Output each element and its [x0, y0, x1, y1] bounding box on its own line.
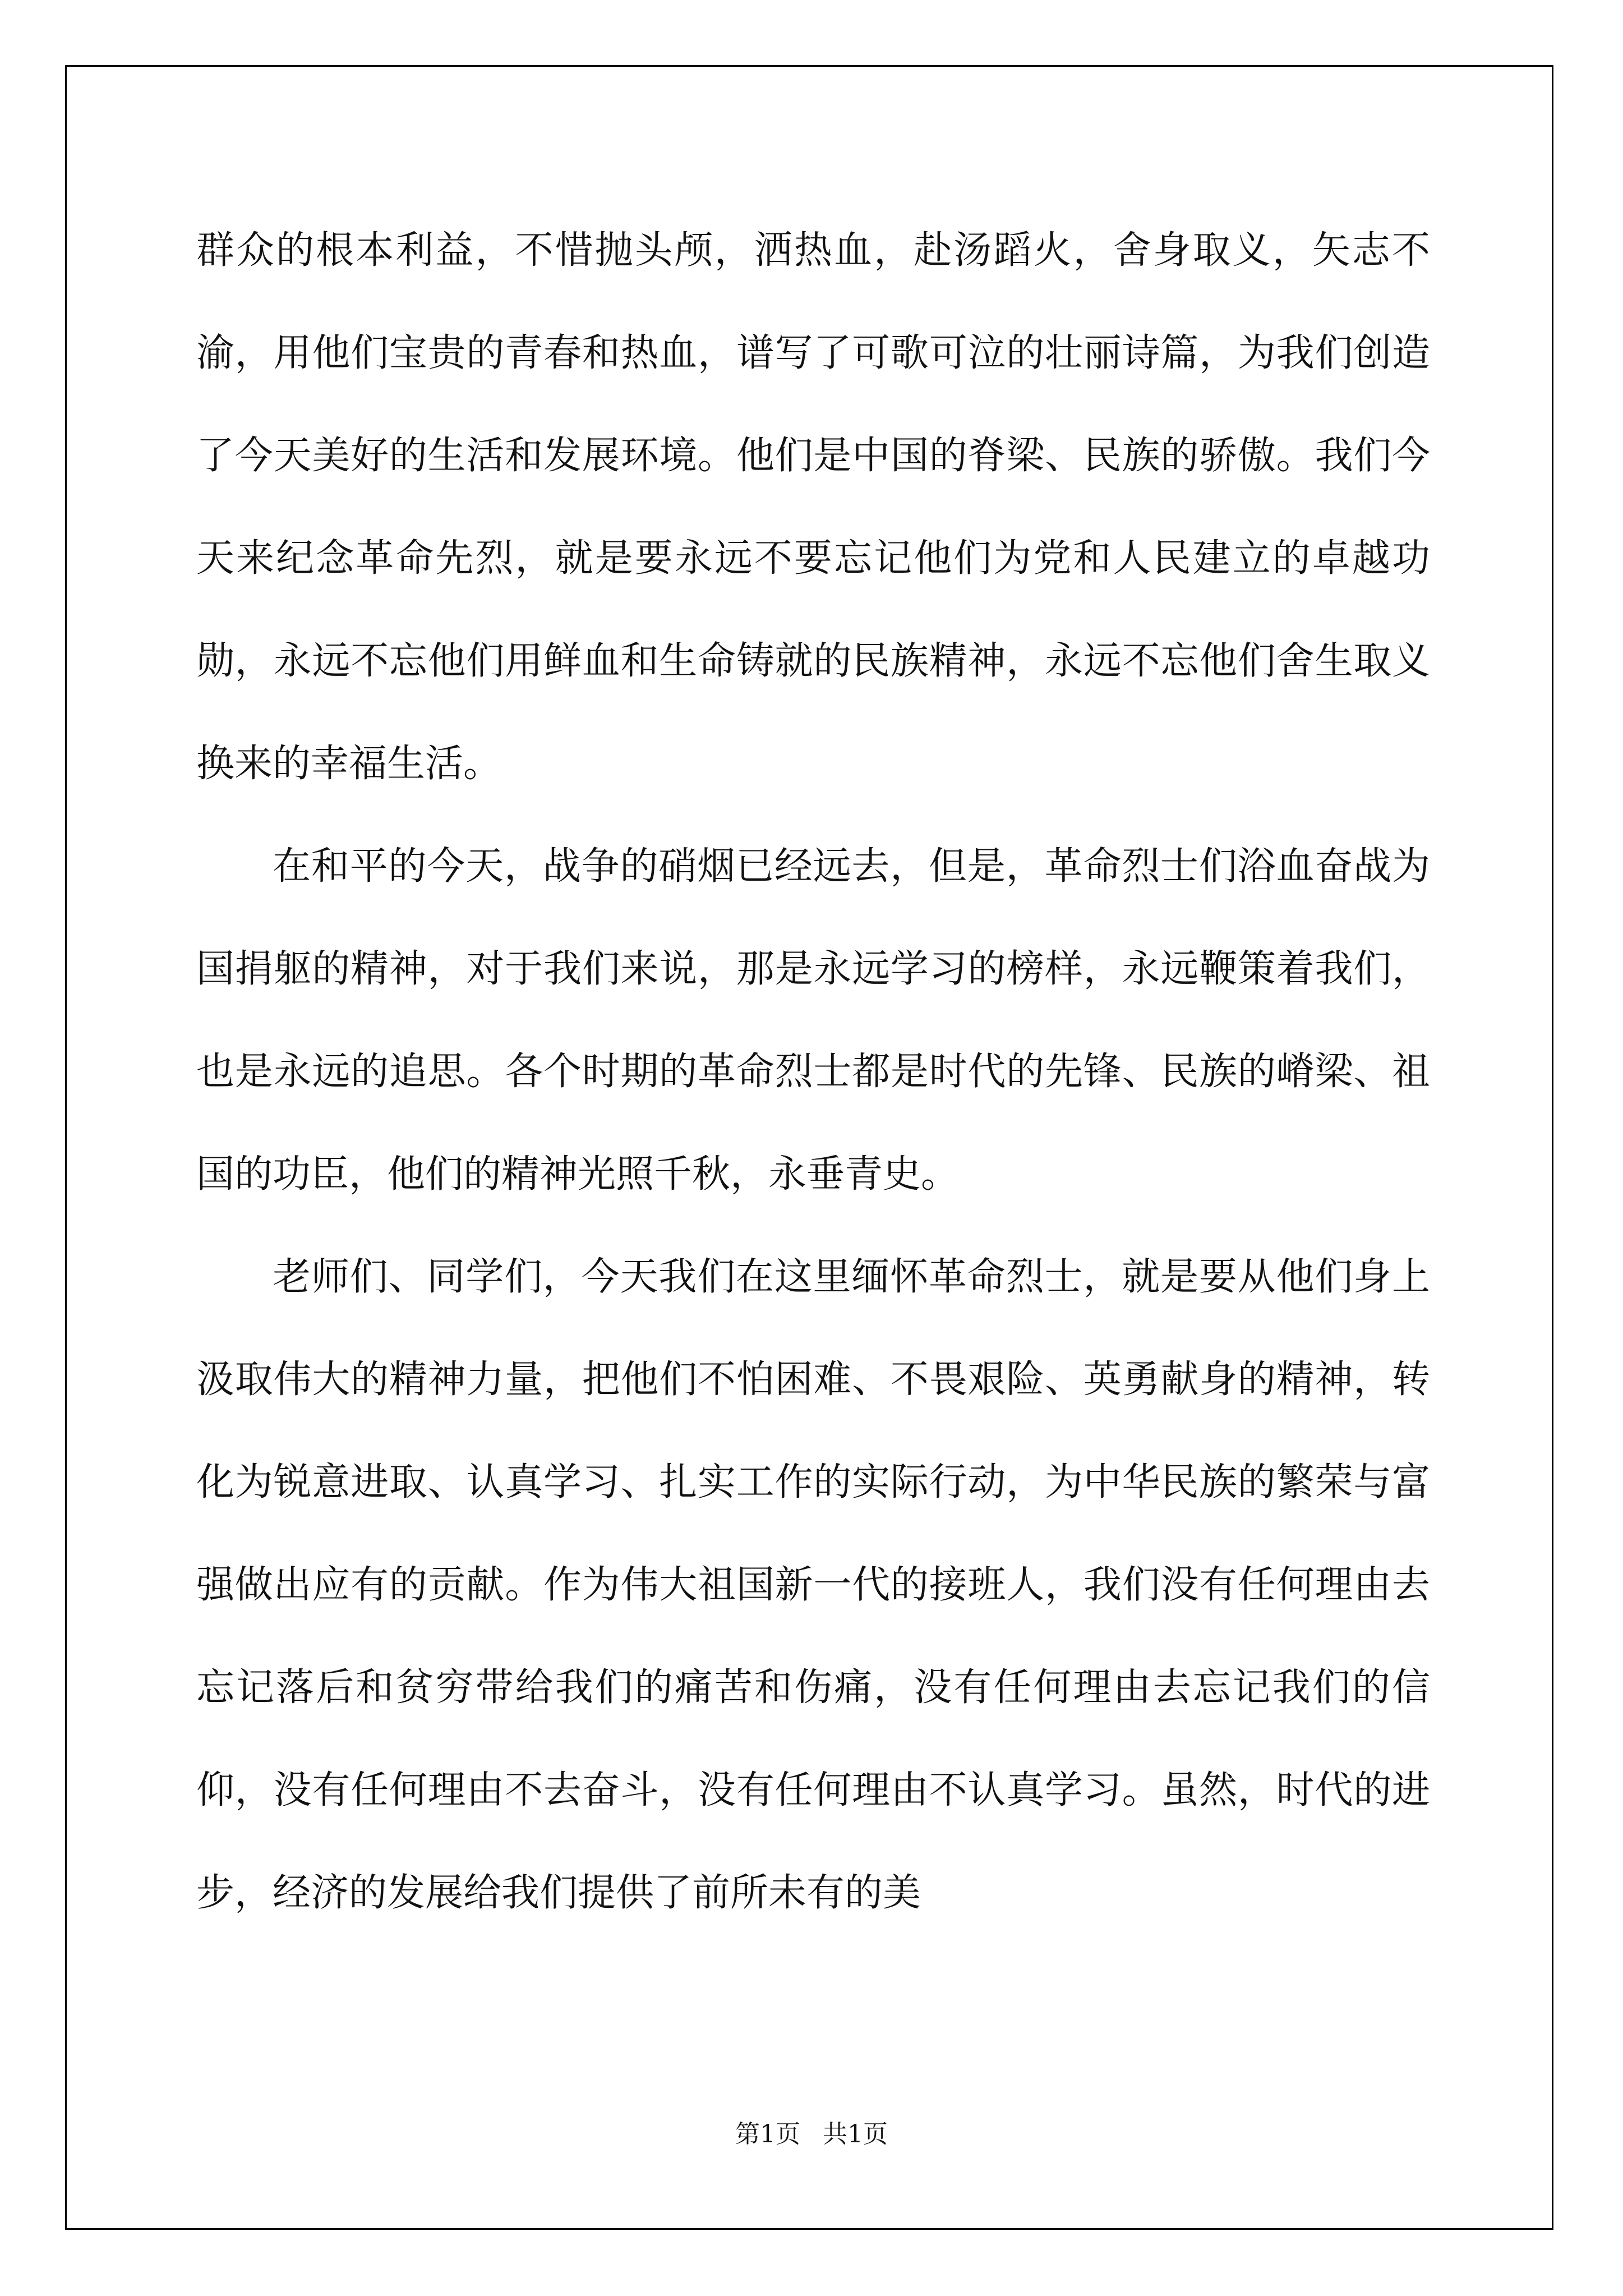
page-total: 共1页 — [823, 2120, 888, 2148]
page-number: 第1页 — [735, 2120, 800, 2148]
paragraph-1: 群众的根本利益，不惜抛头颅，洒热血，赴汤蹈火，舍身取义，矢志不渝，用他们宝贵的青春和热血，谱写了可歌可泣的壮丽诗篇，为我们创造了今天美好的生活和发展环境。他们是中国的脊梁、民族的骄傲。我们今天来纪念革命先烈，就是要永远不要忘记他们为党和人民建立的卓越功勋，永远不忘他们用鲜血和生命铸就的民族精神，永远不忘他们舍生取义换来的幸福生活。 — [196, 228, 1430, 786]
paragraph-3: 老师们、同学们，今天我们在这里缅怀革命烈士，就是要从他们身上汲取伟大的精神力量，把他们不怕困难、不畏艰险、英勇献身的精神，转化为锐意进取、认真学习、扎实工作的实际行动，为中华民族的繁荣与富强做出应有的贡献。作为伟大祖国新一代的接班人，我们没有任何理由去忘记落后和贫穷带给我们的痛苦和伤痛，没有任何理由去忘记我们的信仰，没有任何理由不去奋斗，没有任何理由不认真学习。虽然，时代的进步，经济的发展给我们提供了前所未有的美 — [196, 1255, 1430, 1915]
paragraph-2: 在和平的今天，战争的硝烟已经远去，但是，革命烈士们浴血奋战为国捐躯的精神，对于我们来说，那是永远学习的榜样，永远鞭策着我们，也是永远的追思。各个时期的革命烈士都是时代的先锋、民族的嵴梁、祖国的功臣，他们的精神光照千秋，永垂青史。 — [196, 844, 1430, 1197]
page-footer — [0, 2114, 1623, 2150]
document-body — [196, 199, 1430, 1944]
